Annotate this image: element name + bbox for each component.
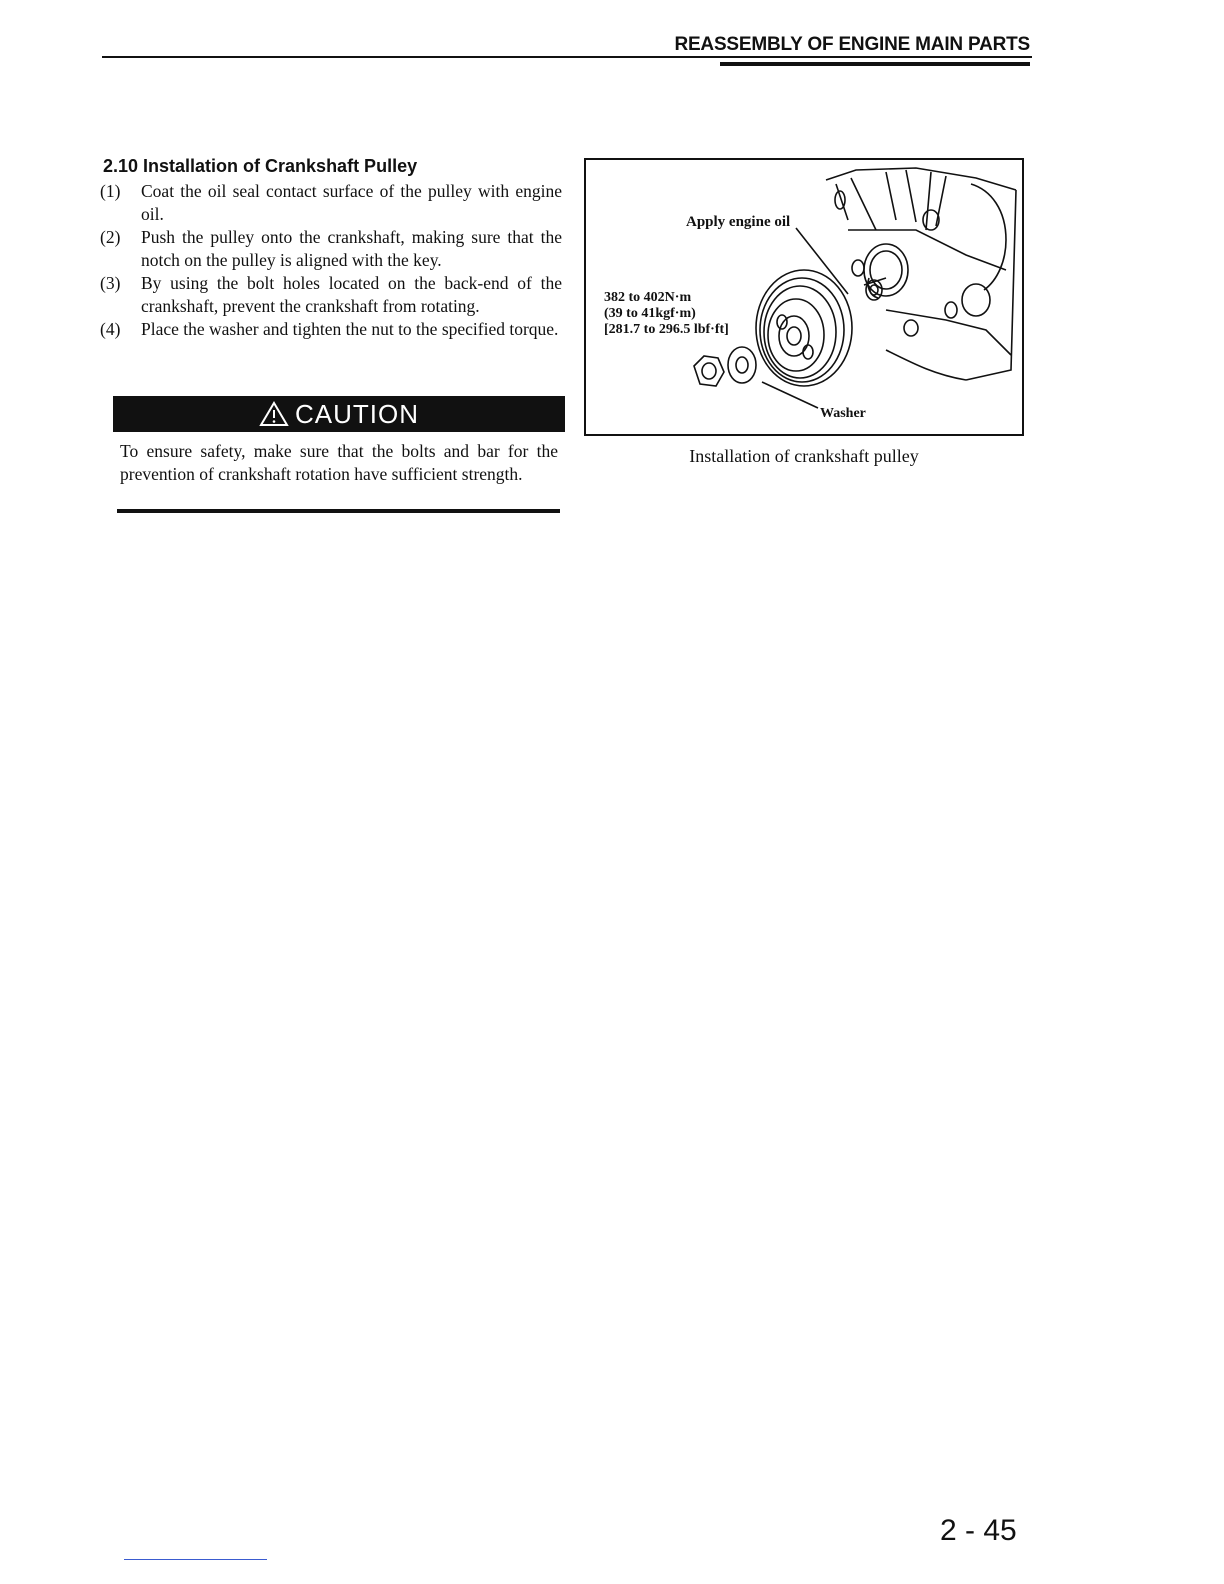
torque-lbfft: [281.7 to 296.5 lbf·ft] xyxy=(604,322,729,337)
figure-caption: Installation of crankshaft pulley xyxy=(689,446,919,466)
caution-label: CAUTION xyxy=(295,398,419,429)
step-item xyxy=(100,318,562,341)
pulley-figure xyxy=(584,158,1024,436)
header-rule-accent xyxy=(720,62,1030,66)
step-text: By using the bolt holes located on the back-end of the crankshaft, prevent the crankshaft from rotating. xyxy=(141,273,562,316)
step-text: Coat the oil seal contact surface of the pulley with engine oil. xyxy=(141,181,562,224)
header-title: REASSEMBLY OF ENGINE MAIN PARTS xyxy=(674,34,1030,55)
step-text: Push the pulley onto the crankshaft, making sure that the notch on the pulley is aligned with the key. xyxy=(141,227,562,270)
torque-nm: 382 to 402N·m xyxy=(604,290,692,305)
torque-kgfm: (39 to 41kgf·m) xyxy=(604,306,696,321)
page-number: 2 - 45 xyxy=(940,1514,1017,1547)
step-number: (4) xyxy=(100,319,121,339)
caution-rule xyxy=(117,509,560,513)
torque-spec xyxy=(604,290,729,338)
warning-triangle-icon xyxy=(259,401,289,427)
step-number: (2) xyxy=(100,227,121,247)
caution-banner xyxy=(113,396,565,432)
footer-rule xyxy=(124,1559,267,1560)
header-rule xyxy=(102,56,1032,58)
caution-text: To ensure safety, make sure that the bolts and bar for the prevention of crankshaft rotation have sufficient strength. xyxy=(120,441,558,484)
apply-oil-label: Apply engine oil xyxy=(686,214,791,230)
step-item xyxy=(100,180,562,226)
step-text: Place the washer and tighten the nut to the specified torque. xyxy=(141,319,559,339)
step-list xyxy=(100,180,562,341)
step-item xyxy=(100,226,562,272)
section-title: 2.10 Installation of Crankshaft Pulley xyxy=(103,156,418,176)
step-number: (1) xyxy=(100,181,121,201)
step-number: (3) xyxy=(100,273,121,293)
washer-label: Washer xyxy=(820,406,866,421)
step-item xyxy=(100,272,562,318)
